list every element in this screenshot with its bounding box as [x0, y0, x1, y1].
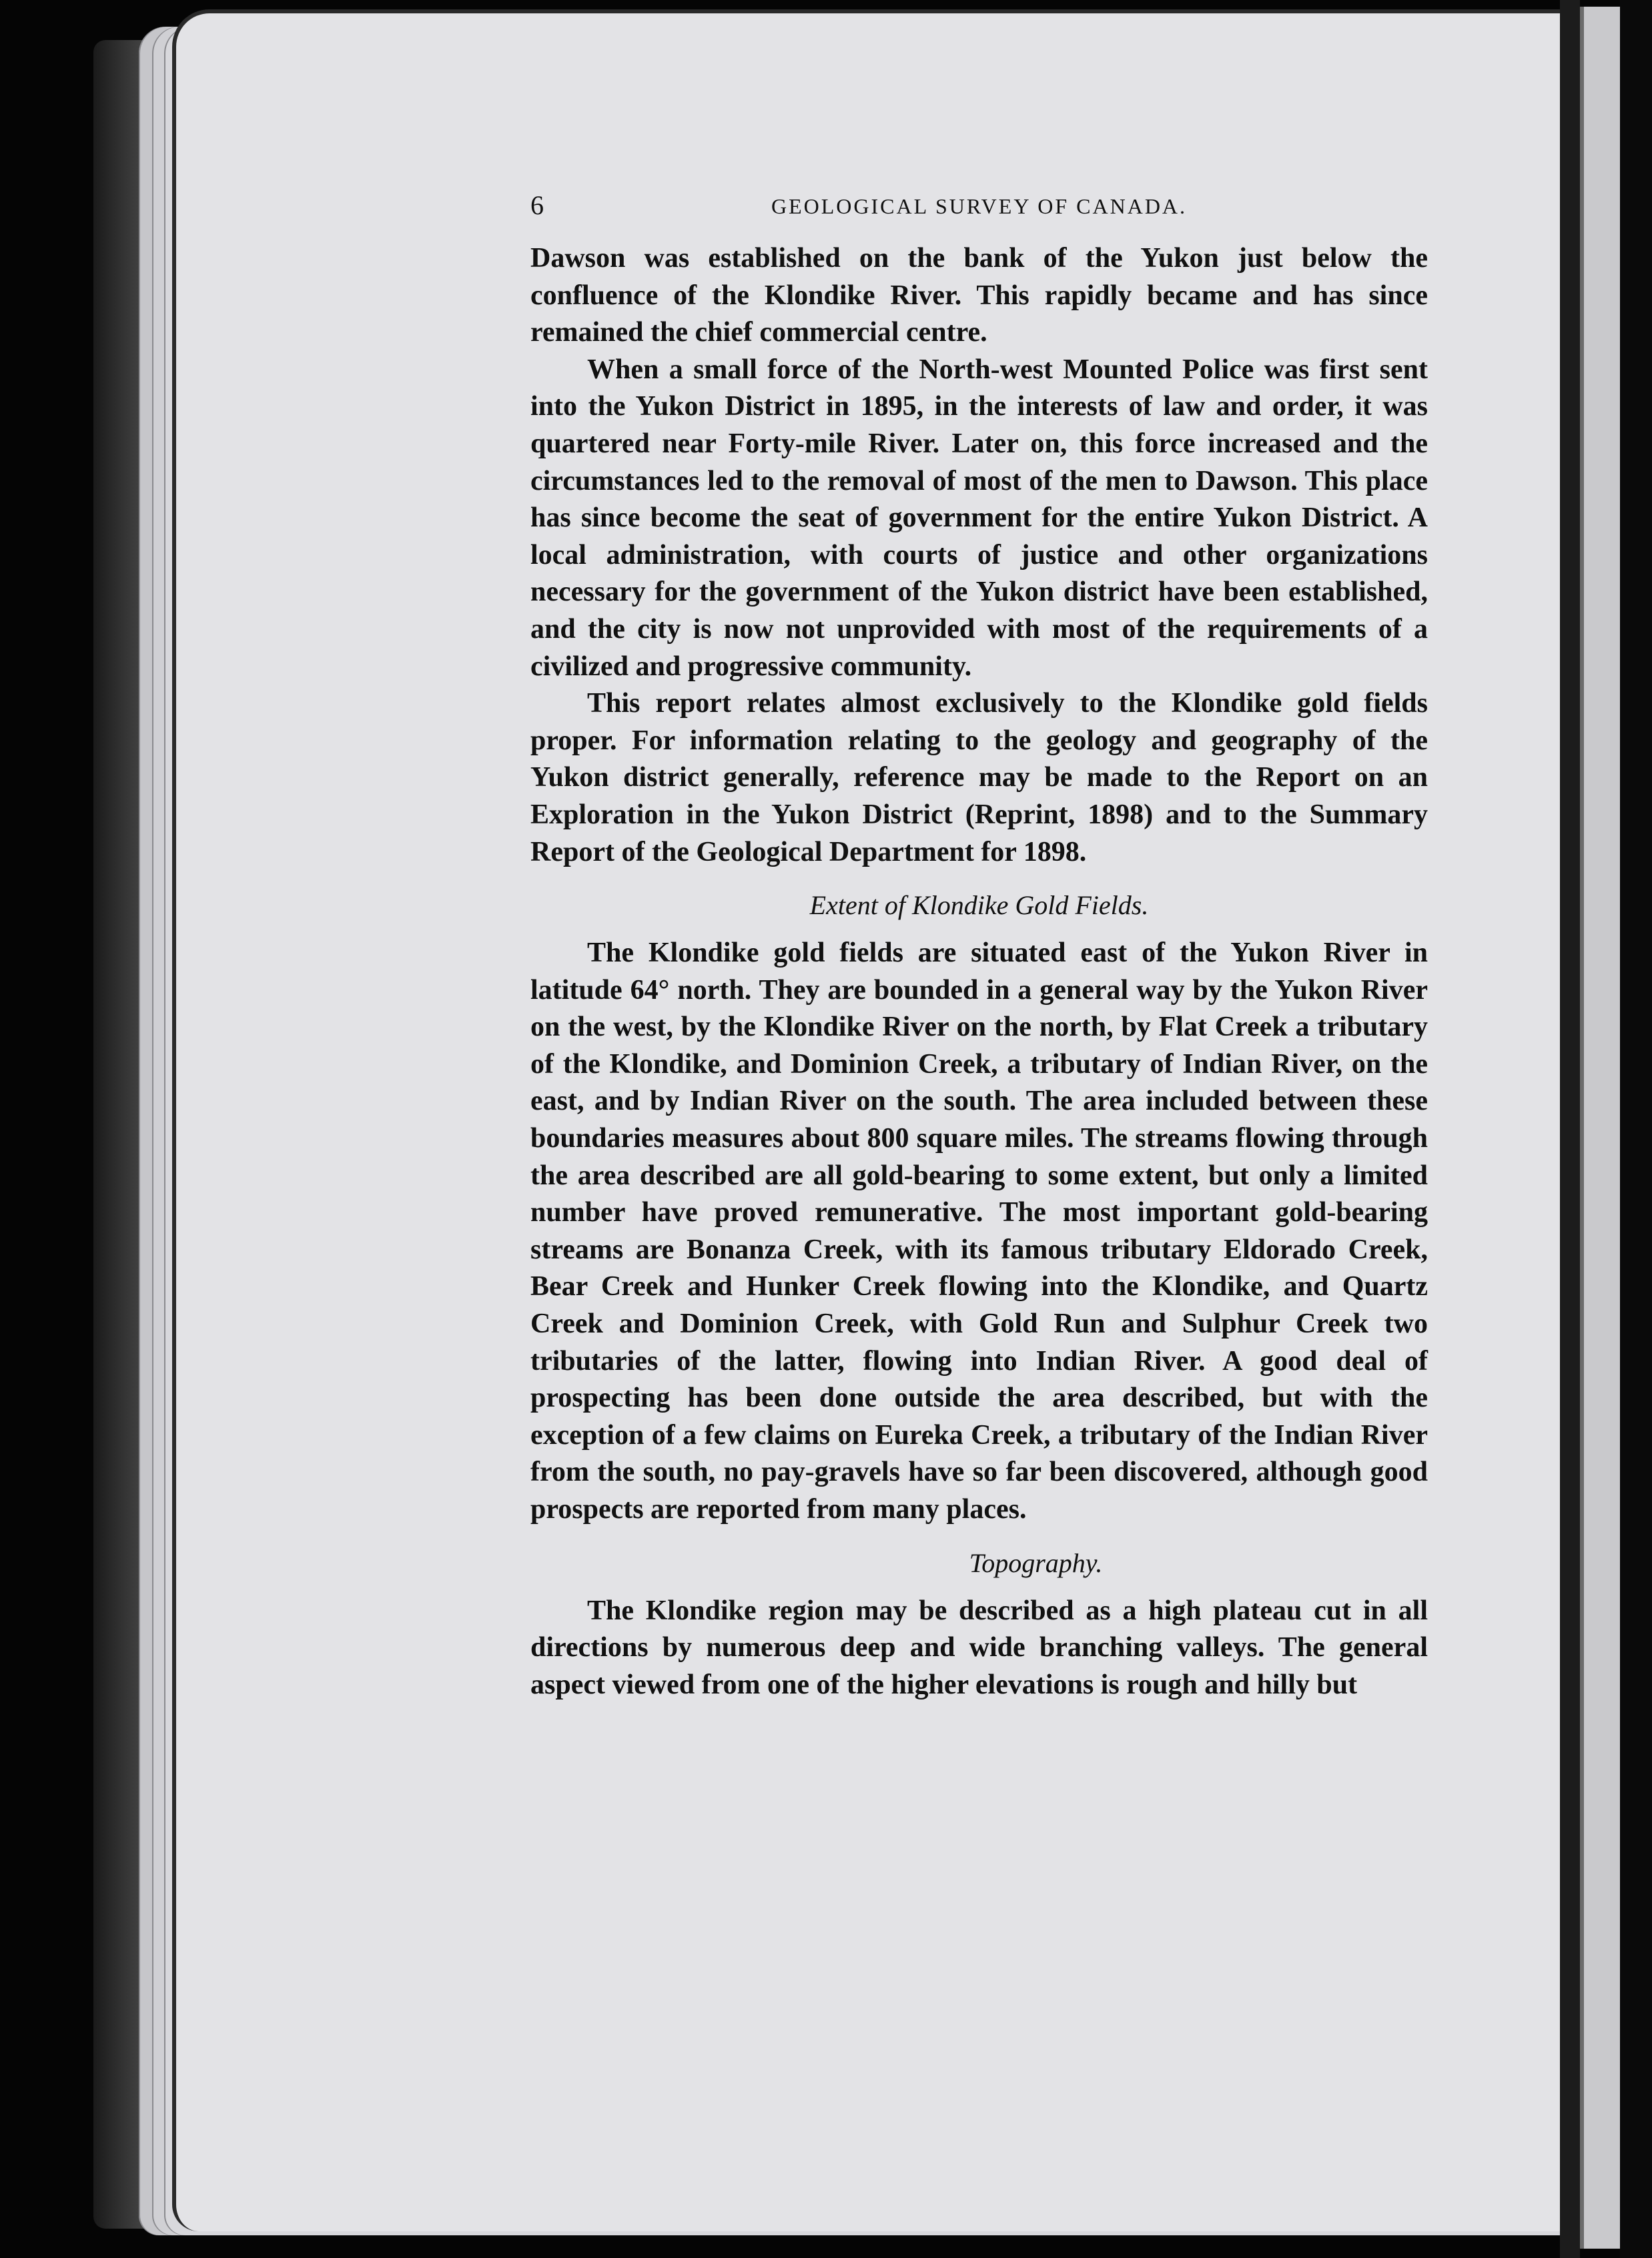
section-heading-topography: Topography.: [969, 1547, 1103, 1578]
page-text-block: [530, 180, 1428, 1704]
paragraph-report-scope: This report relates almost exclusively to the Klondike gold fields proper. For information relating to the geology and geography of the Yukon district generally, reference may be made to the Report on an Exploration in the Yukon District (Reprint, 1898) and to the Summary Report of the Geological Department for 1898.: [530, 688, 1428, 867]
paragraph-topography: The Klondike region may be described as a high plateau cut in all directions by numerous deep and wide branching valleys. The general aspect viewed from one of the higher elevations is rough and hilly but: [530, 1595, 1428, 1700]
running-head-title: GEOLOGICAL SURVEY OF CANADA.: [771, 194, 1188, 218]
paragraph-mounted-police: When a small force of the North-west Mounted Police was first sent into the Yukon District in 1895, in the interests of law and order, it was quartered near Forty-mile River. Later on, this force increased and the circumstances led to the removal of most of the men to Dawson. This place has since become the seat of government for the entire Yukon District. A local administration, with courts of justice and other organizations necessary for the government of the Yukon district have been established, and the city is now not unprovided with most of the requirements of a civilized and progressive community.: [530, 354, 1428, 682]
running-header: [530, 180, 1428, 227]
section-heading-extent: Extent of Klondike Gold Fields.: [809, 890, 1149, 921]
scan-border: [1620, 0, 1652, 2258]
paragraph-gold-fields-extent: The Klondike gold fields are situated east of the Yukon River in latitude 64° north. They are bounded in a general way by the Yukon River on the west, by the Klondike River on the north, by Flat Creek a tributary of the Klondike, and Dominion Creek, a tributary of Indian River, on the east, and by Indian River on the south. The area included between these boundaries measures about 800 square miles. The streams flowing through the area described are all gold-bearing to some extent, but only a limited number have proved remunerative. The most important gold-bearing streams are Bonanza Creek, with its famous tributary Eldorado Creek, Bear Creek and Hunker Creek flowing into the Klondike, and Quartz Creek and Dominion Creek, with Gold Run and Sulphur Creek two tributaries of the latter, flowing into Indian River. A good deal of prospecting has been done outside the area described, but with the exception of a few claims on Eureka Creek, a tributary of the Indian River from the south, no pay-gravels have so far been discovered, although good prospects are reported from many places.: [530, 937, 1428, 1525]
gutter-shadow: [1560, 0, 1580, 2258]
page-number: 6: [530, 190, 544, 220]
paragraph-dawson-established: Dawson was established on the bank of the Yukon just below the confluence of the Klondike River. This rapidly became and has since remained the chief commercial centre.: [530, 243, 1428, 348]
facing-page-edge: [1580, 7, 1624, 2249]
